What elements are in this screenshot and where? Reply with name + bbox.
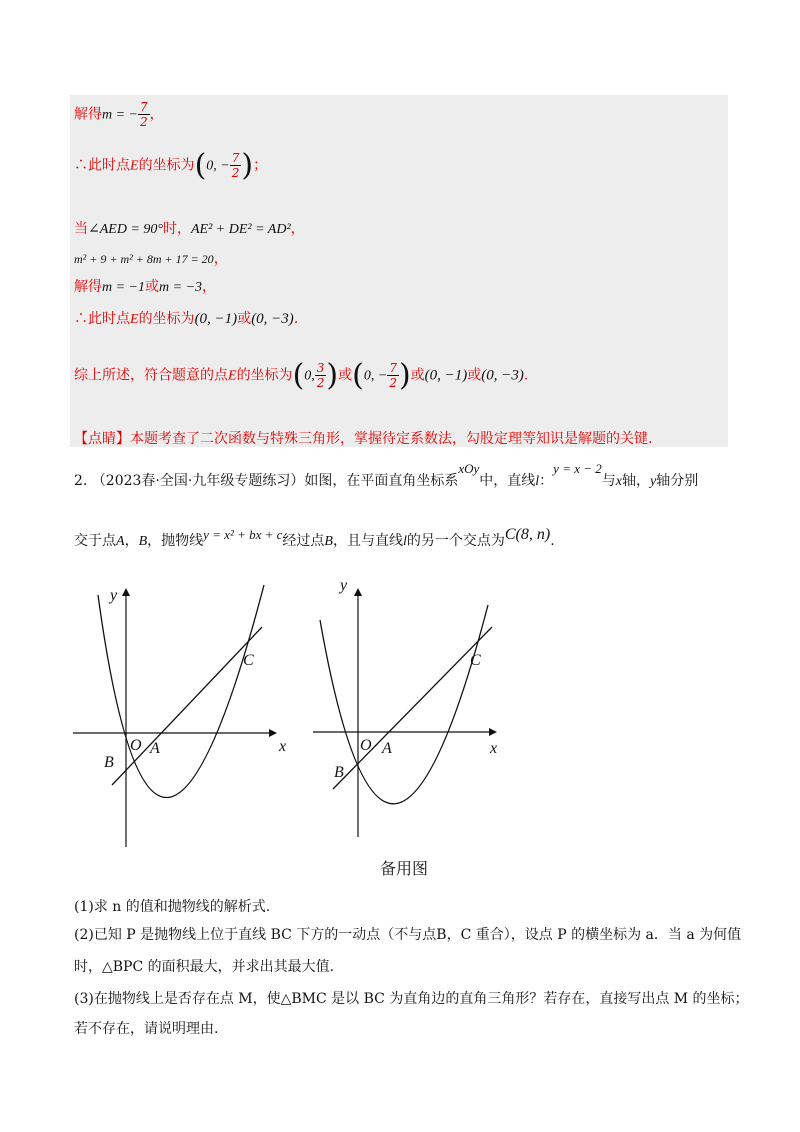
text: ∴此时点	[74, 157, 130, 174]
math: l	[402, 534, 407, 549]
text: ，抛物线	[147, 533, 204, 549]
figure-caption: 备用图	[380, 859, 429, 878]
math: C(8, n)	[504, 526, 551, 543]
text: 或	[145, 279, 160, 295]
label-b: B	[334, 764, 344, 781]
parabola	[320, 605, 488, 804]
review-tag: 【点睛】	[74, 431, 130, 447]
solution-line-6	[74, 308, 298, 328]
label-x: x	[490, 740, 498, 757]
text: ，	[290, 221, 305, 237]
frac-num: 7	[140, 100, 148, 114]
paren: )	[326, 358, 339, 393]
question-2-line-2: 时，△BPC 的面积最大，并求出其最大值.	[74, 959, 335, 975]
label-c: C	[470, 652, 481, 669]
problem-line-2	[74, 526, 555, 550]
x-arrow-icon	[489, 728, 497, 736]
var: E	[130, 158, 139, 174]
text: 与	[601, 473, 616, 489]
fraction	[387, 361, 399, 390]
text: ：	[539, 473, 554, 489]
math: B	[324, 534, 333, 549]
fraction	[138, 100, 150, 129]
math: (0, −3)	[251, 311, 294, 327]
math: y = x − 2	[553, 461, 602, 476]
review-text: 本题考查了二次函数与特殊三角形，掌握待定系数法，勾股定理等知识是解题的关键.	[130, 431, 653, 447]
math: m = −3	[159, 280, 203, 295]
line-l	[112, 627, 262, 785]
label-a: A	[150, 740, 160, 757]
text: 时，	[163, 221, 191, 237]
y-arrow-icon	[122, 588, 130, 596]
question-2-line-1: (2)已知 P 是抛物线上位于直线 BC 下方的一动点（不与点B，C 重合），设点 P 的横坐标为 a．当 a 为何值	[74, 927, 742, 943]
solution-line-3	[74, 218, 305, 238]
label-o: O	[130, 737, 142, 754]
math: y	[649, 474, 657, 489]
math: xOy	[458, 461, 480, 476]
math: (0, −1)	[194, 311, 238, 327]
math: l	[535, 474, 540, 489]
frac-num: 3	[316, 361, 325, 375]
solution-line-2	[74, 148, 267, 183]
question-3-line-1: (3)在抛物线上是否存在点 M，使△BMC 是以 BC 为直角边的直角三角形？若存在，直接写出点 M 的坐标；	[74, 991, 749, 1007]
solution-line-7	[74, 358, 528, 393]
text: ∴此时点	[74, 311, 130, 327]
fraction	[230, 151, 242, 180]
x-arrow-icon	[269, 729, 277, 737]
text: 的坐标为	[236, 367, 293, 384]
frac-den: 2	[140, 115, 148, 129]
frac-num: 7	[231, 151, 240, 165]
text: 或	[467, 367, 482, 384]
label-o: O	[360, 737, 372, 754]
text: 的坐标为	[138, 311, 195, 327]
text: ，	[202, 279, 217, 295]
math: (0, −1)	[424, 367, 468, 384]
label-y: y	[340, 577, 348, 594]
math: 0, −	[206, 158, 230, 174]
text: ，	[213, 251, 228, 267]
text: 2. （2023春·全国·九年级专题练习）如图，在平面直角坐标系	[74, 473, 459, 489]
math: B	[138, 534, 148, 549]
figure-2	[310, 575, 510, 840]
text: ，且与直线	[332, 533, 403, 549]
problem-line-1	[74, 461, 699, 490]
frac-den: 2	[231, 166, 240, 180]
text: 的另一个交点为	[406, 533, 505, 549]
text: 或	[410, 367, 425, 384]
text: 综上所述，符合题意的点	[74, 367, 228, 384]
solution-line-5	[74, 276, 216, 296]
parabola	[98, 585, 264, 798]
solution-line-4	[74, 248, 228, 268]
text: 当	[74, 221, 88, 237]
text: .	[523, 367, 529, 384]
text: 中，直线	[479, 473, 536, 489]
math: ∠AED = 90°	[88, 222, 163, 237]
math: (0, −3)	[481, 367, 524, 384]
frac-den: 2	[389, 376, 397, 390]
y-arrow-icon	[354, 588, 362, 596]
text: 轴，	[621, 473, 650, 489]
paren: (	[292, 358, 305, 393]
text: 或	[338, 367, 353, 384]
math: m = −1	[102, 280, 146, 295]
label-a: A	[382, 740, 392, 757]
math: 0, −	[363, 368, 388, 384]
question-3-line-2: 若不存在，请说明理由.	[74, 1021, 219, 1037]
text: .	[293, 311, 299, 327]
text: ；	[253, 157, 268, 174]
text: 的坐标为	[138, 157, 195, 174]
var: E	[130, 312, 139, 327]
text: ，	[149, 106, 164, 123]
paren: )	[241, 148, 254, 183]
label-b: B	[104, 754, 114, 771]
figure-1	[70, 585, 300, 850]
label-x: x	[279, 738, 287, 755]
text: 经过点	[282, 533, 325, 549]
paren: (	[194, 148, 207, 183]
text: 交于点	[74, 533, 116, 549]
fraction	[315, 361, 327, 390]
math: y = x² + bx + c	[203, 527, 283, 542]
paren: )	[398, 358, 411, 393]
frac-num: 7	[389, 361, 397, 375]
label-y: y	[110, 587, 118, 604]
math: A	[116, 534, 125, 549]
text: 解得	[74, 106, 102, 123]
label-c: C	[243, 652, 254, 669]
line-l	[333, 627, 492, 789]
paren: (	[352, 358, 364, 393]
text: 轴分别	[656, 473, 699, 489]
math: AE² + DE² = AD²	[191, 222, 291, 237]
math: m = −	[102, 107, 139, 123]
var: E	[228, 368, 237, 384]
math: x	[615, 474, 622, 489]
review-line	[74, 428, 652, 448]
frac-den: 2	[316, 376, 325, 390]
text: 或	[237, 311, 252, 327]
math: m² + 9 + m² + 8m + 17 = 20	[74, 252, 214, 266]
text: ，	[124, 533, 139, 549]
text: 解得	[74, 279, 102, 295]
text: .	[550, 533, 555, 549]
solution-line-1	[74, 100, 164, 129]
question-1: (1)求 n 的值和抛物线的解析式.	[74, 899, 271, 915]
math: 0,	[304, 368, 315, 384]
